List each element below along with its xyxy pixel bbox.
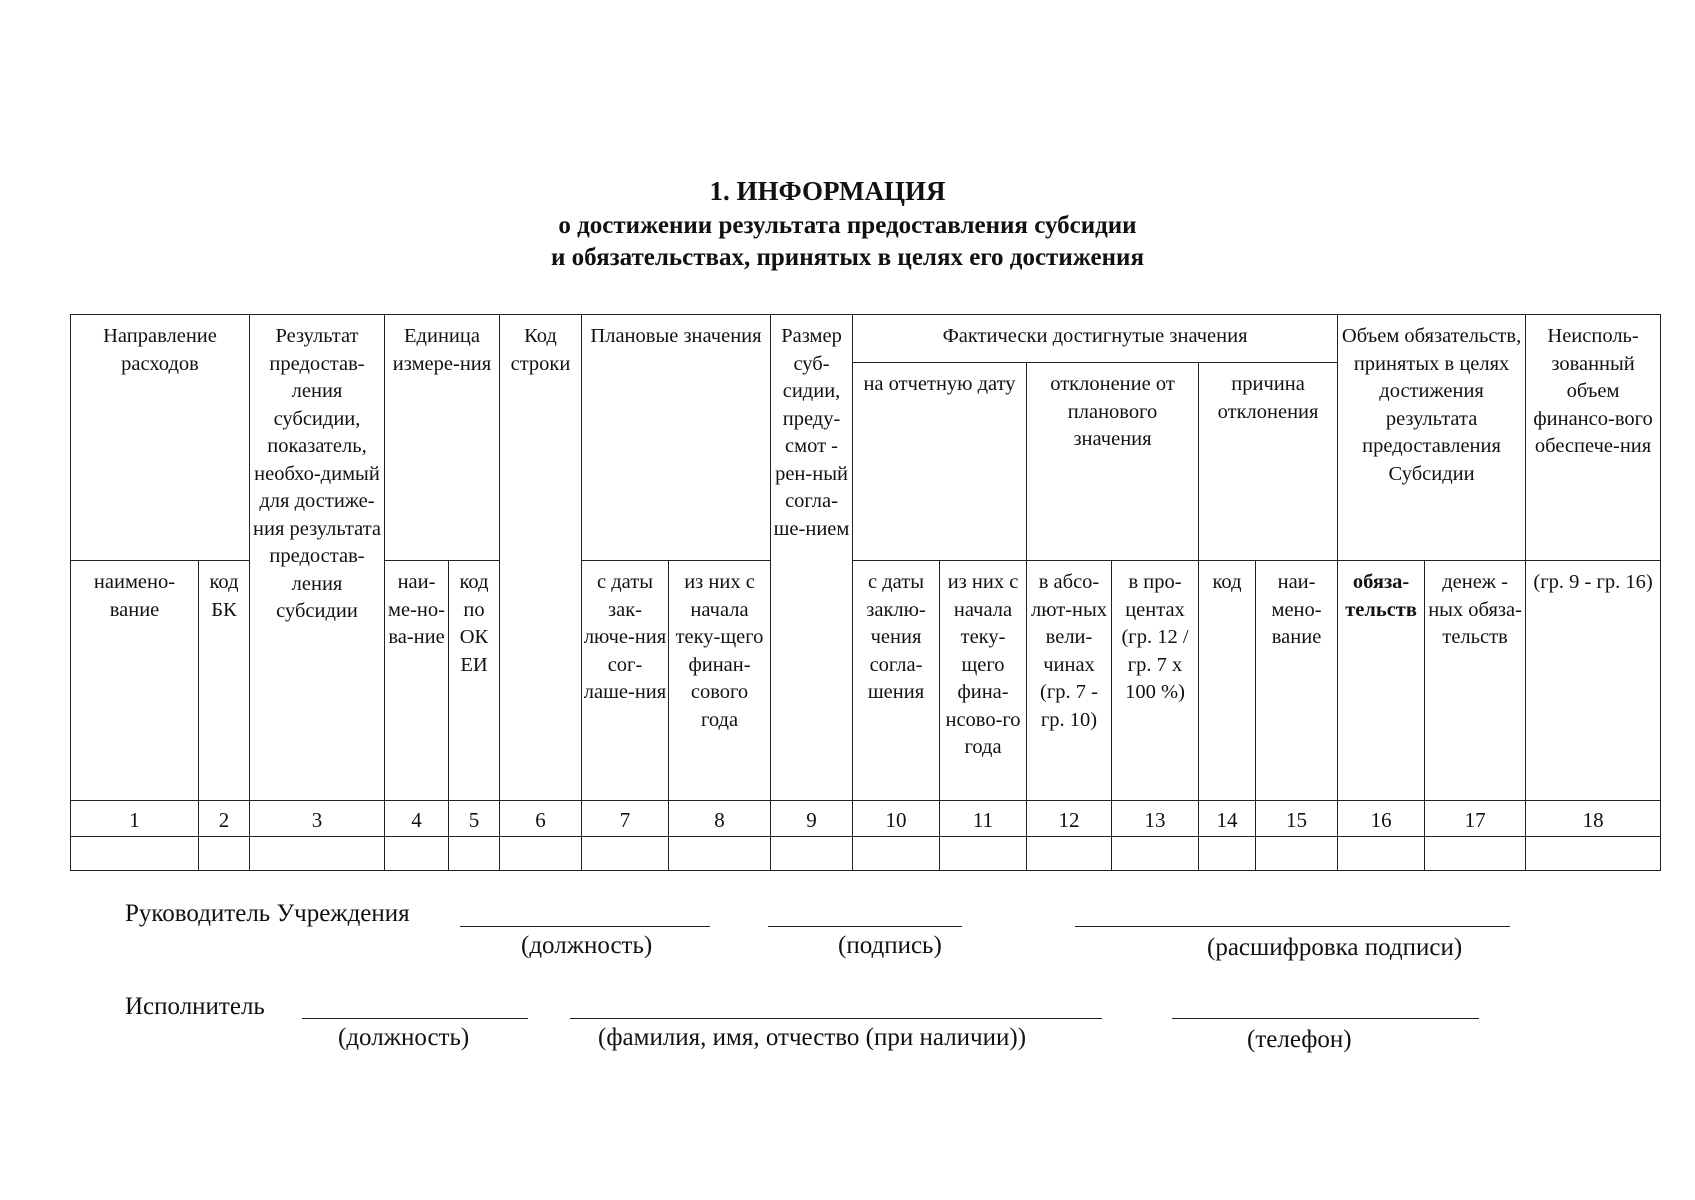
header-unit: Единица измере-ния (385, 315, 500, 561)
column-number: 13 (1112, 801, 1199, 837)
header-actual: Фактически достигнутые значения (853, 315, 1338, 363)
subheader-direction-name: наимено-вание (71, 561, 199, 801)
executor-phone-line[interactable] (1172, 1018, 1479, 1019)
executor-position-caption: (должность) (338, 1024, 470, 1051)
head-signature-caption: (подпись) (838, 932, 942, 959)
data-cell[interactable] (500, 837, 582, 871)
header-reason: причина отклонения (1199, 363, 1338, 561)
executor-phone-caption: (телефон) (1247, 1026, 1352, 1053)
column-number: 14 (1199, 801, 1256, 837)
executor-label: Исполнитель (125, 993, 265, 1020)
document-subtitle-line2: и обязательствах, принятых в целях его достижения (551, 244, 1144, 271)
table-row (71, 837, 1661, 871)
subheader-unused-formula: (гр. 9 - гр. 16) (1526, 561, 1661, 801)
header-obligations: Объем обязательств, принятых в целях достижения результата предоставления Субсидии (1338, 315, 1526, 561)
subheader-reason-code: код (1199, 561, 1256, 801)
head-position-line[interactable] (460, 926, 710, 927)
document-title: 1. ИНФОРМАЦИЯ (709, 176, 946, 206)
subheader-fact-from-year: из них с начала теку-щего фина-нсово-го года (940, 561, 1027, 801)
data-cell[interactable] (1027, 837, 1112, 871)
subheader-fact-from-agreement: с даты заклю-чения согла-шения (853, 561, 940, 801)
subheader-plan-from-year: из них с начала теку-щего финан-сового года (669, 561, 771, 801)
column-number: 5 (449, 801, 500, 837)
column-number: 9 (771, 801, 853, 837)
data-cell[interactable] (669, 837, 771, 871)
header-planned: Плановые значения (582, 315, 771, 561)
head-decoding-line[interactable] (1075, 926, 1510, 927)
column-number: 8 (669, 801, 771, 837)
column-number: 18 (1526, 801, 1661, 837)
data-cell[interactable] (449, 837, 500, 871)
executor-position-line[interactable] (302, 1018, 528, 1019)
subheader-reason-name: наи-мено-вание (1256, 561, 1338, 801)
subheader-deviation-absolute: в абсо-лют-ных вели-чинах (гр. 7 - гр. 10) (1027, 561, 1112, 801)
column-number: 4 (385, 801, 449, 837)
header-deviation: отклонение от планового значения (1027, 363, 1199, 561)
column-number: 3 (250, 801, 385, 837)
executor-name-line[interactable] (570, 1018, 1102, 1019)
head-position-caption: (должность) (521, 932, 653, 959)
column-number: 1 (71, 801, 199, 837)
header-subsidy-size: Размер суб-сидии, преду-смот - рен-ный согла-ше-нием (771, 315, 853, 801)
column-number: 12 (1027, 801, 1112, 837)
data-cell[interactable] (1112, 837, 1199, 871)
data-cell[interactable] (771, 837, 853, 871)
document-subtitle-line1: о достижении результата предоставления субсидии (558, 212, 1137, 239)
column-number: 11 (940, 801, 1027, 837)
subheader-deviation-percent: в про-центах (гр. 12 / гр. 7 х 100 %) (1112, 561, 1199, 801)
column-number: 6 (500, 801, 582, 837)
column-number: 7 (582, 801, 669, 837)
data-cell[interactable] (940, 837, 1027, 871)
subheader-obligations: обяза-тельств (1338, 561, 1425, 801)
data-cell[interactable] (385, 837, 449, 871)
report-table (70, 314, 1661, 871)
data-cell[interactable] (582, 837, 669, 871)
header-on-date: на отчетную дату (853, 363, 1027, 561)
head-decoding-caption: (расшифровка подписи) (1207, 934, 1463, 961)
column-number-row (71, 801, 1661, 837)
subheader-direction-code: код БК (199, 561, 250, 801)
subheader-monetary-obligations: денеж - ных обяза-тельств (1425, 561, 1526, 801)
column-number: 10 (853, 801, 940, 837)
data-cell[interactable] (1199, 837, 1256, 871)
executor-name-caption: (фамилия, имя, отчество (при наличии)) (598, 1024, 1027, 1051)
column-number: 17 (1425, 801, 1526, 837)
head-signature-line[interactable] (768, 926, 962, 927)
data-cell[interactable] (199, 837, 250, 871)
subheader-plan-from-agreement: с даты зак-люче-ния сог-лаше-ния (582, 561, 669, 801)
column-number: 16 (1338, 801, 1425, 837)
head-label: Руководитель Учреждения (125, 900, 410, 927)
header-result: Результат предостав-ления субсидии, показатель, необхо-димый для достиже-ния результата предостав-ления субсидии (250, 315, 385, 801)
data-cell[interactable] (1425, 837, 1526, 871)
header-row-code: Код строки (500, 315, 582, 801)
data-cell[interactable] (250, 837, 385, 871)
column-number: 2 (199, 801, 250, 837)
subheader-unit-name: наи-ме-но-ва-ние (385, 561, 449, 801)
subheader-unit-code: код по ОК ЕИ (449, 561, 500, 801)
header-direction: Направление расходов (71, 315, 250, 561)
data-cell[interactable] (853, 837, 940, 871)
data-cell[interactable] (71, 837, 199, 871)
data-cell[interactable] (1338, 837, 1425, 871)
data-cell[interactable] (1526, 837, 1661, 871)
header-unused: Неисполь-зованный объем финансо-вого обеспече-ния (1526, 315, 1661, 561)
header-row-1 (71, 315, 1661, 363)
column-number: 15 (1256, 801, 1338, 837)
data-cell[interactable] (1256, 837, 1338, 871)
